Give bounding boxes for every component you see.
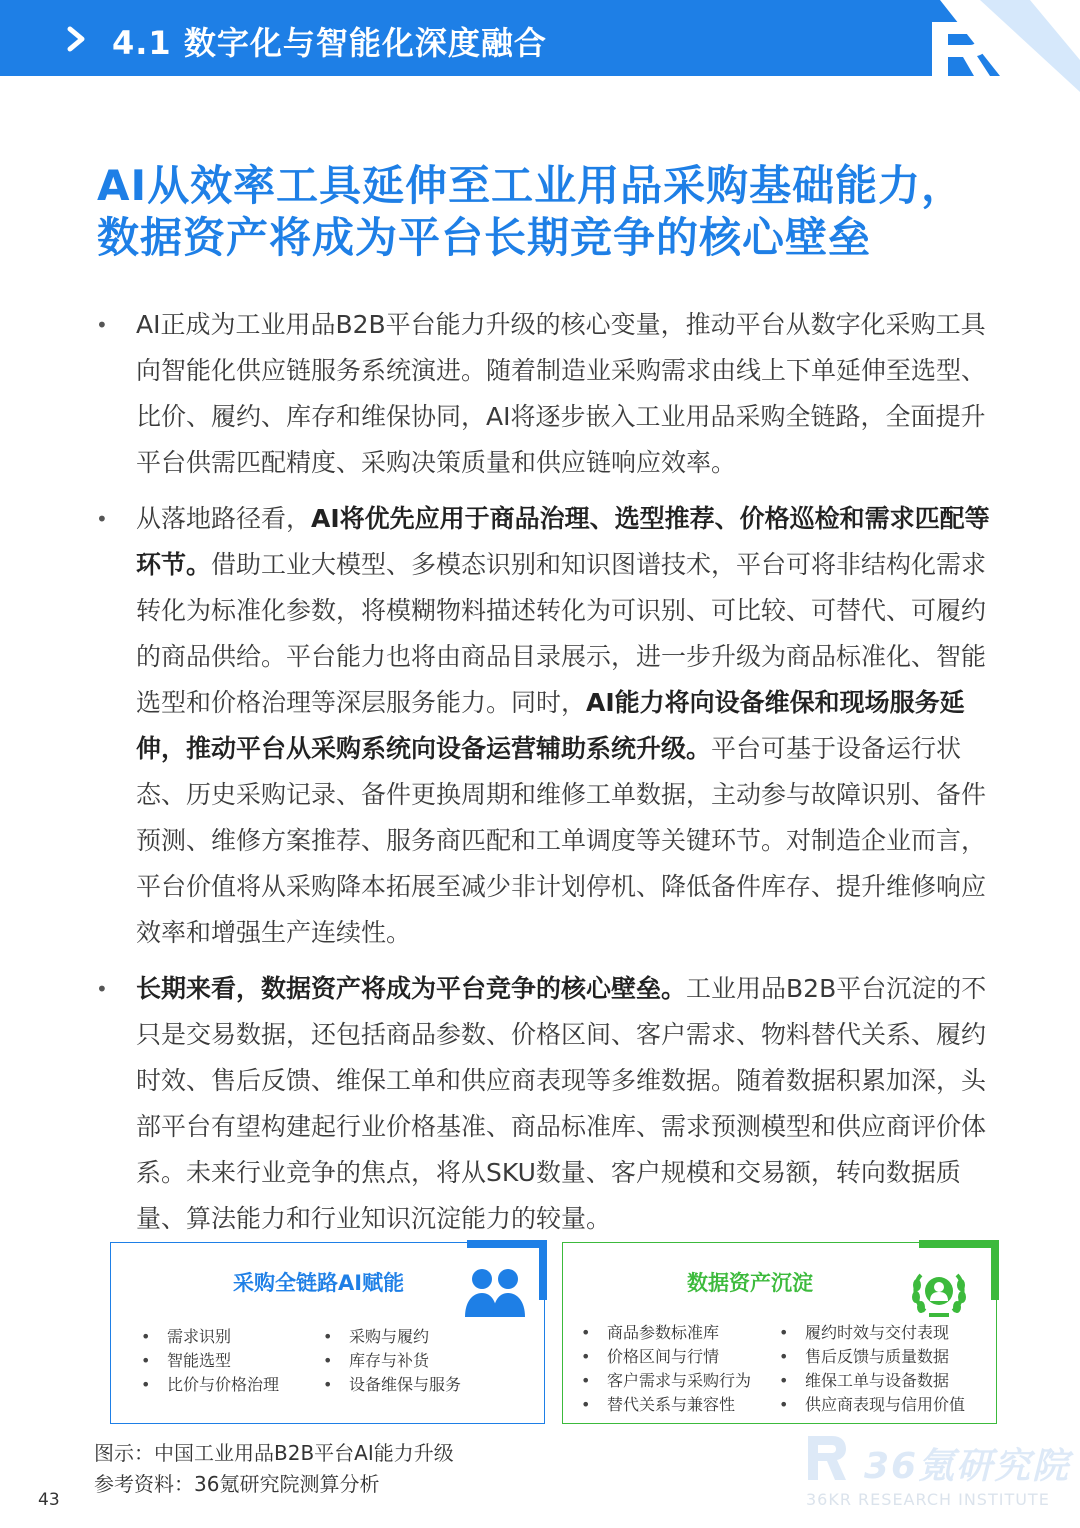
- box-list-col2: [323, 1325, 461, 1397]
- caption-text: 图示：中国工业用品B2B平台AI能力升级: [94, 1441, 454, 1465]
- laurel-badge-icon: [907, 1265, 971, 1321]
- ai-empowerment-box: [110, 1242, 545, 1424]
- box-list-col1: [141, 1325, 279, 1397]
- brand-logo-icon: [930, 20, 992, 78]
- bullet-item: [96, 302, 996, 486]
- list-item: • 商品参数标准库: [581, 1321, 751, 1345]
- figure-caption: [94, 1438, 454, 1500]
- bullet-item: [96, 966, 996, 1242]
- bullet-text: 工业用品B2B平台沉淀的不只是交易数据，还包括商品参数、价格区间、客户需求、物料替代关系、履约时效、售后反馈、维保工单和供应商表现等多维数据。随着数据积累加深，头部平台有望构建起行业价格基准、商品标准库、需求预测模型和供应商评价体系。未来行业竞争的焦点，将从SKU数量、客户规模和交易额，转向数据质量、算法能力和行业知识沉淀能力的较量。: [136, 974, 987, 1233]
- page-title-line1: AI从效率工具延伸至工业用品采购基础能力，: [97, 161, 965, 210]
- section-header: [0, 0, 1080, 78]
- list-item: • 替代关系与兼容性: [581, 1393, 751, 1417]
- box-title: 采购全链路AI赋能: [233, 1271, 405, 1295]
- box-list-col2: [779, 1321, 965, 1417]
- list-item: • 售后反馈与质量数据: [779, 1345, 965, 1369]
- list-item: • 设备维保与服务: [323, 1373, 461, 1397]
- data-assets-box: [562, 1242, 997, 1424]
- list-item: • 维保工单与设备数据: [779, 1369, 965, 1393]
- bullet-item: [96, 496, 996, 956]
- list-item: • 履约时效与交付表现: [779, 1321, 965, 1345]
- list-item: • 需求识别: [141, 1325, 279, 1349]
- bullet-text: AI正成为工业用品B2B平台能力升级的核心变量，推动平台从数字化采购工具向智能化供应链服务系统演进。随着制造业采购需求由线上下单延伸至选型、比价、履约、库存和维保协同，AI将逐步嵌入工业用品采购全链路，全面提升平台供需匹配精度、采购决策质量和供应链响应效率。: [136, 310, 987, 477]
- bullet-text: 平台可基于设备运行状态、历史采购记录、备件更换周期和维修工单数据，主动参与故障识别、备件预测、维修方案推荐、服务商匹配和工单调度等关键环节。对制造企业而言，平台价值将从采购降本拓展至减少非计划停机、降低备件库存、提升维修响应效率和增强生产连续性。: [136, 734, 987, 947]
- list-item: • 客户需求与采购行为: [581, 1369, 751, 1393]
- box-list-col1: [581, 1321, 751, 1417]
- watermark-brand-en: 36KR RESEARCH INSTITUTE: [806, 1490, 1050, 1509]
- list-item: • 库存与补货: [323, 1349, 461, 1373]
- bullet-emphasis: 长期来看，数据资产将成为平台竞争的核心壁垒。: [136, 974, 687, 1003]
- bullet-list: [96, 302, 996, 1252]
- section-title: 4.1 数字化与智能化深度融合: [112, 24, 547, 62]
- bullet-emphasis: AI能力将向设备维保和现场服务延伸，推动平台从采购系统向设备运营辅助系统升级。: [136, 688, 965, 763]
- watermark-brand-cn: 36氪研究院: [864, 1446, 1071, 1487]
- list-item: • 比价与价格治理: [141, 1373, 279, 1397]
- page-number: 43: [38, 1490, 60, 1510]
- bullet-text: 从落地路径看，: [136, 504, 312, 533]
- list-item: • 采购与履约: [323, 1325, 461, 1349]
- watermark-logo-icon: [806, 1434, 848, 1482]
- list-item: • 价格区间与行情: [581, 1345, 751, 1369]
- list-item: • 供应商表现与信用价值: [779, 1393, 965, 1417]
- list-item: • 智能选型: [141, 1349, 279, 1373]
- bullet-text: 借助工业大模型、多模态识别和知识图谱技术，平台可将非结构化需求转化为标准化参数，将模糊物料描述转化为可识别、可比较、可替代、可履约的商品供给。平台能力也将由商品目录展示，进一步升级为商品标准化、智能选型和价格治理等深层服务能力。同时，: [136, 550, 987, 717]
- chevron-right-icon: [62, 24, 92, 54]
- page-title-line2: 数据资产将成为平台长期竞争的核心壁垒: [97, 213, 872, 262]
- users-icon: [463, 1265, 527, 1321]
- source-text: 参考资料：36氪研究院测算分析: [94, 1472, 380, 1496]
- bullet-emphasis: AI将优先应用于商品治理、选型推荐、价格巡检和需求匹配等环节。: [136, 504, 990, 579]
- box-title: 数据资产沉淀: [687, 1271, 813, 1295]
- page-title: [97, 160, 997, 264]
